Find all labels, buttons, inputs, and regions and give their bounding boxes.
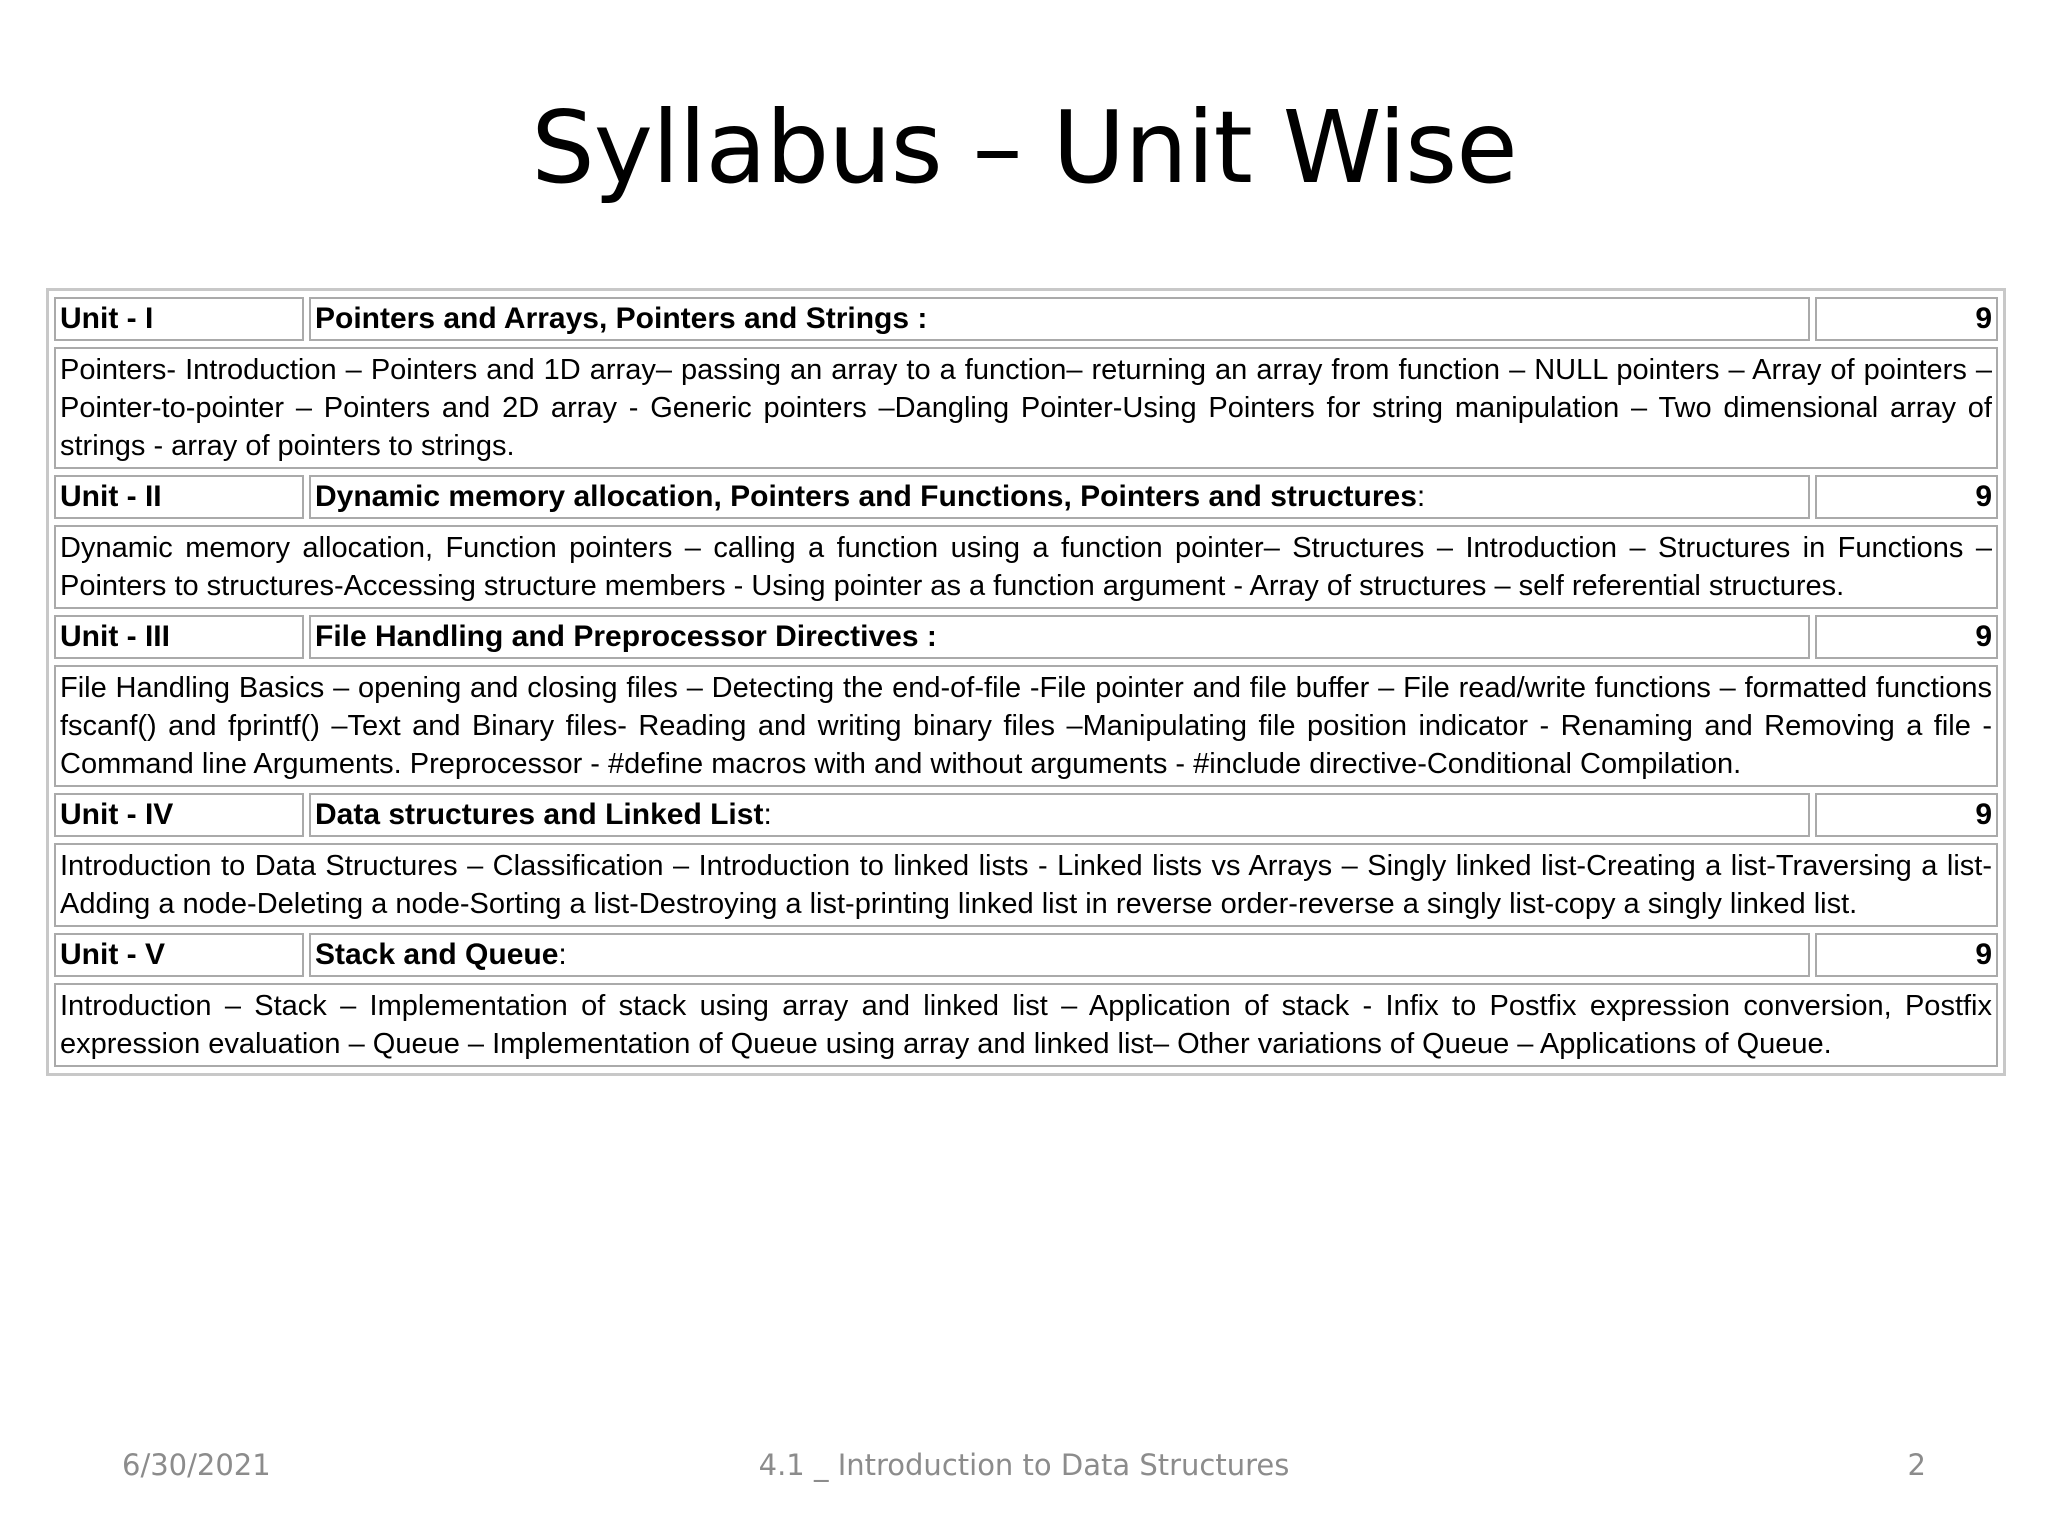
unit-description: Introduction to Data Structures – Classification – Introduction to linked lists - Linked lists vs Arrays – Singly linked list-Creating a list-Traversing a list-Adding a node-Deleting a node-Sorting a list-Destroying a list-printing linked list in reverse order-reverse a singly list-copy a singly linked list. xyxy=(54,843,1998,927)
unit-topic-suffix: : xyxy=(558,938,567,971)
unit-header-row xyxy=(54,615,1998,659)
unit-label: Unit - II xyxy=(54,475,304,519)
unit-description-row xyxy=(54,347,1998,469)
unit-hours: 9 xyxy=(1815,475,1998,519)
unit-description: Pointers- Introduction – Pointers and 1D array– passing an array to a function– returning an array from function – NULL pointers – Array of pointers – Pointer-to-pointer – Pointers and 2D array - Generic pointers –Dangling Pointer-Using Pointers for string manipulation – Two dimensional array of strings - array of pointers to strings. xyxy=(54,347,1998,469)
unit-hours: 9 xyxy=(1815,615,1998,659)
unit-header-row xyxy=(54,933,1998,977)
unit-description: Introduction – Stack – Implementation of stack using array and linked list – Application of stack - Infix to Postfix expression conversion, Postfix expression evaluation – Queue – Implementation of Queue using array and linked list– Other variations of Queue – Applications of Queue. xyxy=(54,983,1998,1067)
unit-topic-suffix: : xyxy=(1416,480,1426,513)
unit-hours: 9 xyxy=(1815,933,1998,977)
slide-title: Syllabus – Unit Wise xyxy=(531,89,1517,206)
unit-topic-text: File Handling and Preprocessor Directives : xyxy=(315,620,937,653)
unit-label: Unit - IV xyxy=(54,793,304,837)
unit-topic xyxy=(309,933,1810,977)
unit-description-row xyxy=(54,665,1998,787)
unit-hours: 9 xyxy=(1815,297,1998,341)
footer-date: 6/30/2021 xyxy=(122,1448,271,1482)
unit-description: File Handling Basics – opening and closing files – Detecting the end-of-file -File pointer and file buffer – File read/write functions – formatted functions fscanf() and fprintf() –Text and Binary files- Reading and writing binary files –Manipulating file position indicator - Renaming and Removing a file - Command line Arguments. Preprocessor - #define macros with and without arguments - #include directive-Conditional Compilation. xyxy=(54,665,1998,787)
unit-header-row xyxy=(54,475,1998,519)
unit-topic-suffix: : xyxy=(763,798,772,831)
unit-label: Unit - I xyxy=(54,297,304,341)
unit-hours: 9 xyxy=(1815,793,1998,837)
unit-topic-text: Data structures and Linked List xyxy=(315,798,764,831)
unit-description: Dynamic memory allocation, Function pointers – calling a function using a function pointer– Structures – Introduction – Structures in Functions –Pointers to structures-Accessing structure members - Using pointer as a function argument - Array of structures – self referential structures. xyxy=(54,525,1998,609)
footer-title: 4.1 _ Introduction to Data Structures xyxy=(758,1448,1290,1482)
unit-topic xyxy=(309,615,1810,659)
unit-topic xyxy=(309,297,1810,341)
unit-topic-text: Pointers and Arrays, Pointers and Strings : xyxy=(315,302,928,335)
unit-topic xyxy=(309,475,1810,519)
unit-label: Unit - V xyxy=(54,933,304,977)
unit-header-row xyxy=(54,793,1998,837)
unit-topic-text: Stack and Queue xyxy=(315,938,559,971)
unit-label: Unit - III xyxy=(54,615,304,659)
unit-description-row xyxy=(54,843,1998,927)
footer-page-number: 2 xyxy=(1907,1448,1926,1482)
syllabus-table xyxy=(46,288,2006,1076)
unit-description-row xyxy=(54,525,1998,609)
unit-header-row xyxy=(54,297,1998,341)
unit-topic-text: Dynamic memory allocation, Pointers and Functions, Pointers and structures xyxy=(315,480,1417,513)
unit-description-row xyxy=(54,983,1998,1067)
unit-topic xyxy=(309,793,1810,837)
